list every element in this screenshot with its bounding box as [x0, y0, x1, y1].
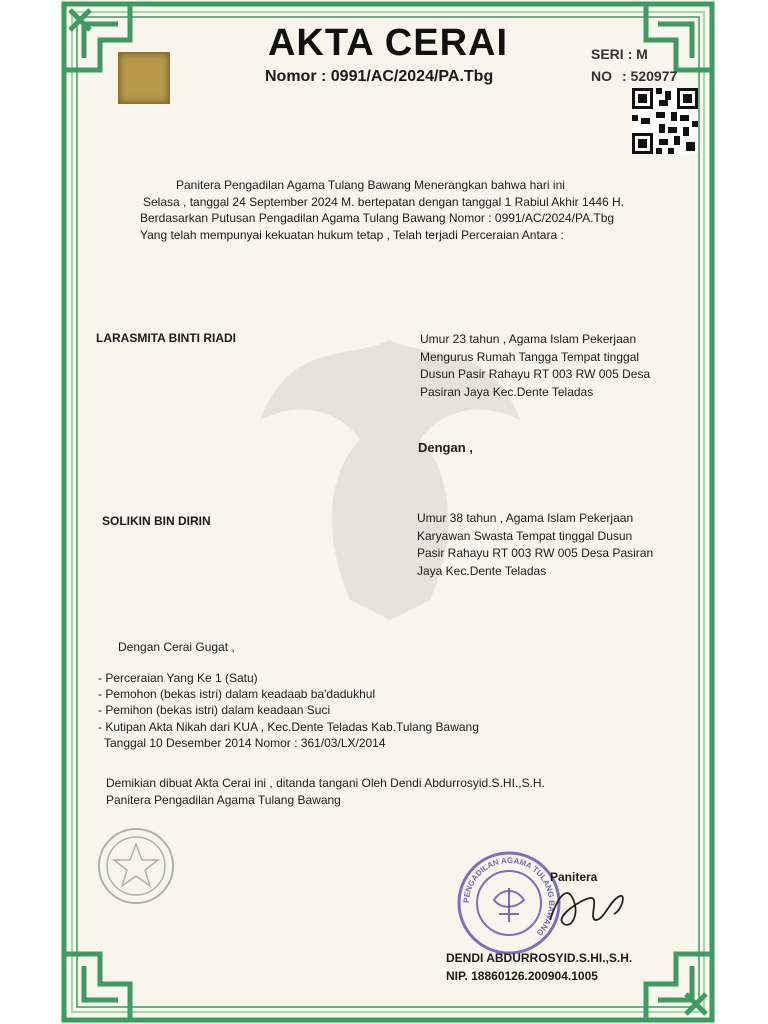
party1-detail-line: Pasiran Jaya Kec.Dente Teladas	[420, 384, 594, 399]
details-item: - Pemihon (bekas istri) dalam keadaan Suci	[98, 703, 331, 718]
party2-detail-line: Karyawan Swasta Tempat tinggal Dusun	[417, 528, 633, 543]
qr-code[interactable]	[632, 88, 698, 154]
court-emblem-seal	[96, 826, 176, 906]
party2-detail-line: Jaya Kec.Dente Teladas	[417, 563, 547, 578]
dengan-label: Dengan ,	[418, 440, 473, 455]
details-item: - Perceraian Yang Ke 1 (Satu)	[98, 671, 258, 685]
series-label: SERI : M	[591, 46, 648, 62]
corner-ornament-bottom-left	[64, 954, 130, 1020]
closing-line-2: Panitera Pengadilan Agama Tulang Bawang	[106, 793, 341, 807]
stamp-text: PENGADILAN AGAMA TULANG BAWANG	[461, 855, 557, 938]
corner-ornament-bottom-right	[646, 954, 712, 1020]
intro-line-1: Panitera Pengadilan Agama Tulang Bawang Menerangkan bahwa hari ini	[176, 178, 565, 192]
details-item: - Kutipan Akta Nikah dari KUA , Kec.Dente Teladas Kab.Tulang Bawang	[98, 719, 479, 734]
document-title: AKTA CERAI	[267, 22, 509, 64]
signatory-role: Panitera	[550, 870, 598, 884]
intro-line-2: Selasa , tanggal 24 September 2024 M. bertepatan dengan tanggal 1 Rabiul Akhir 1446 H.	[143, 194, 625, 209]
intro-paragraph	[140, 177, 700, 243]
party1-detail-line: Umur 23 tahun , Agama Islam Pekerjaan	[420, 332, 637, 346]
closing-line-1: Demikian dibuat Akta Cerai ini , ditanda tangani Oleh Dendi Abdurrosyid.S.HI.,S.H.	[106, 776, 545, 790]
document-number: Nomor : 0991/AC/2024/PA.Tbg	[265, 68, 494, 85]
party2-detail-line: Pasir Rahayu RT 003 RW 005 Desa Pasiran	[417, 546, 654, 560]
serial-number	[591, 68, 677, 84]
party1-detail-line: Mengurus Rumah Tangga Tempat tinggal	[420, 349, 640, 364]
party1-detail-line: Dusun Pasir Rahayu RT 003 RW 005 Desa	[420, 367, 651, 381]
party1-name: LARASMITA BINTI RIADI	[96, 331, 236, 345]
details-item: - Pemohon (bekas istri) dalam keadaab ba'dadukhul	[98, 687, 376, 702]
signatory-name: DENDI ABDURROSYID.S.HI.,S.H.	[446, 951, 633, 965]
signatory-nip: NIP. 18860126.200904.1005	[446, 969, 598, 983]
intro-line-4: Yang telah mempunyai kekuatan hukum tetap , Telah terjadi Perceraian Antara :	[140, 227, 564, 242]
divorce-type: Dengan Cerai Gugat ,	[118, 640, 235, 654]
intro-line-3: Berdasarkan Putusan Pengadilan Agama Tulang Bawang Nomor : 0991/AC/2024/PA.Tbg	[140, 211, 615, 225]
serial-number-value: : 520977	[622, 68, 678, 84]
certificate-paper	[60, 0, 716, 1024]
details-item: Tanggal 10 Desember 2014 Nomor : 361/03/LX/2014	[104, 735, 386, 750]
closing-statement	[106, 775, 545, 809]
party2-name: SOLIKIN BIN DIRIN	[102, 514, 211, 528]
party2-detail-line: Umur 38 tahun , Agama Islam Pekerjaan	[417, 511, 634, 525]
serial-number-label: NO	[591, 68, 612, 84]
party2-details	[417, 510, 707, 580]
party1-details	[420, 331, 710, 401]
details-list	[98, 670, 479, 751]
